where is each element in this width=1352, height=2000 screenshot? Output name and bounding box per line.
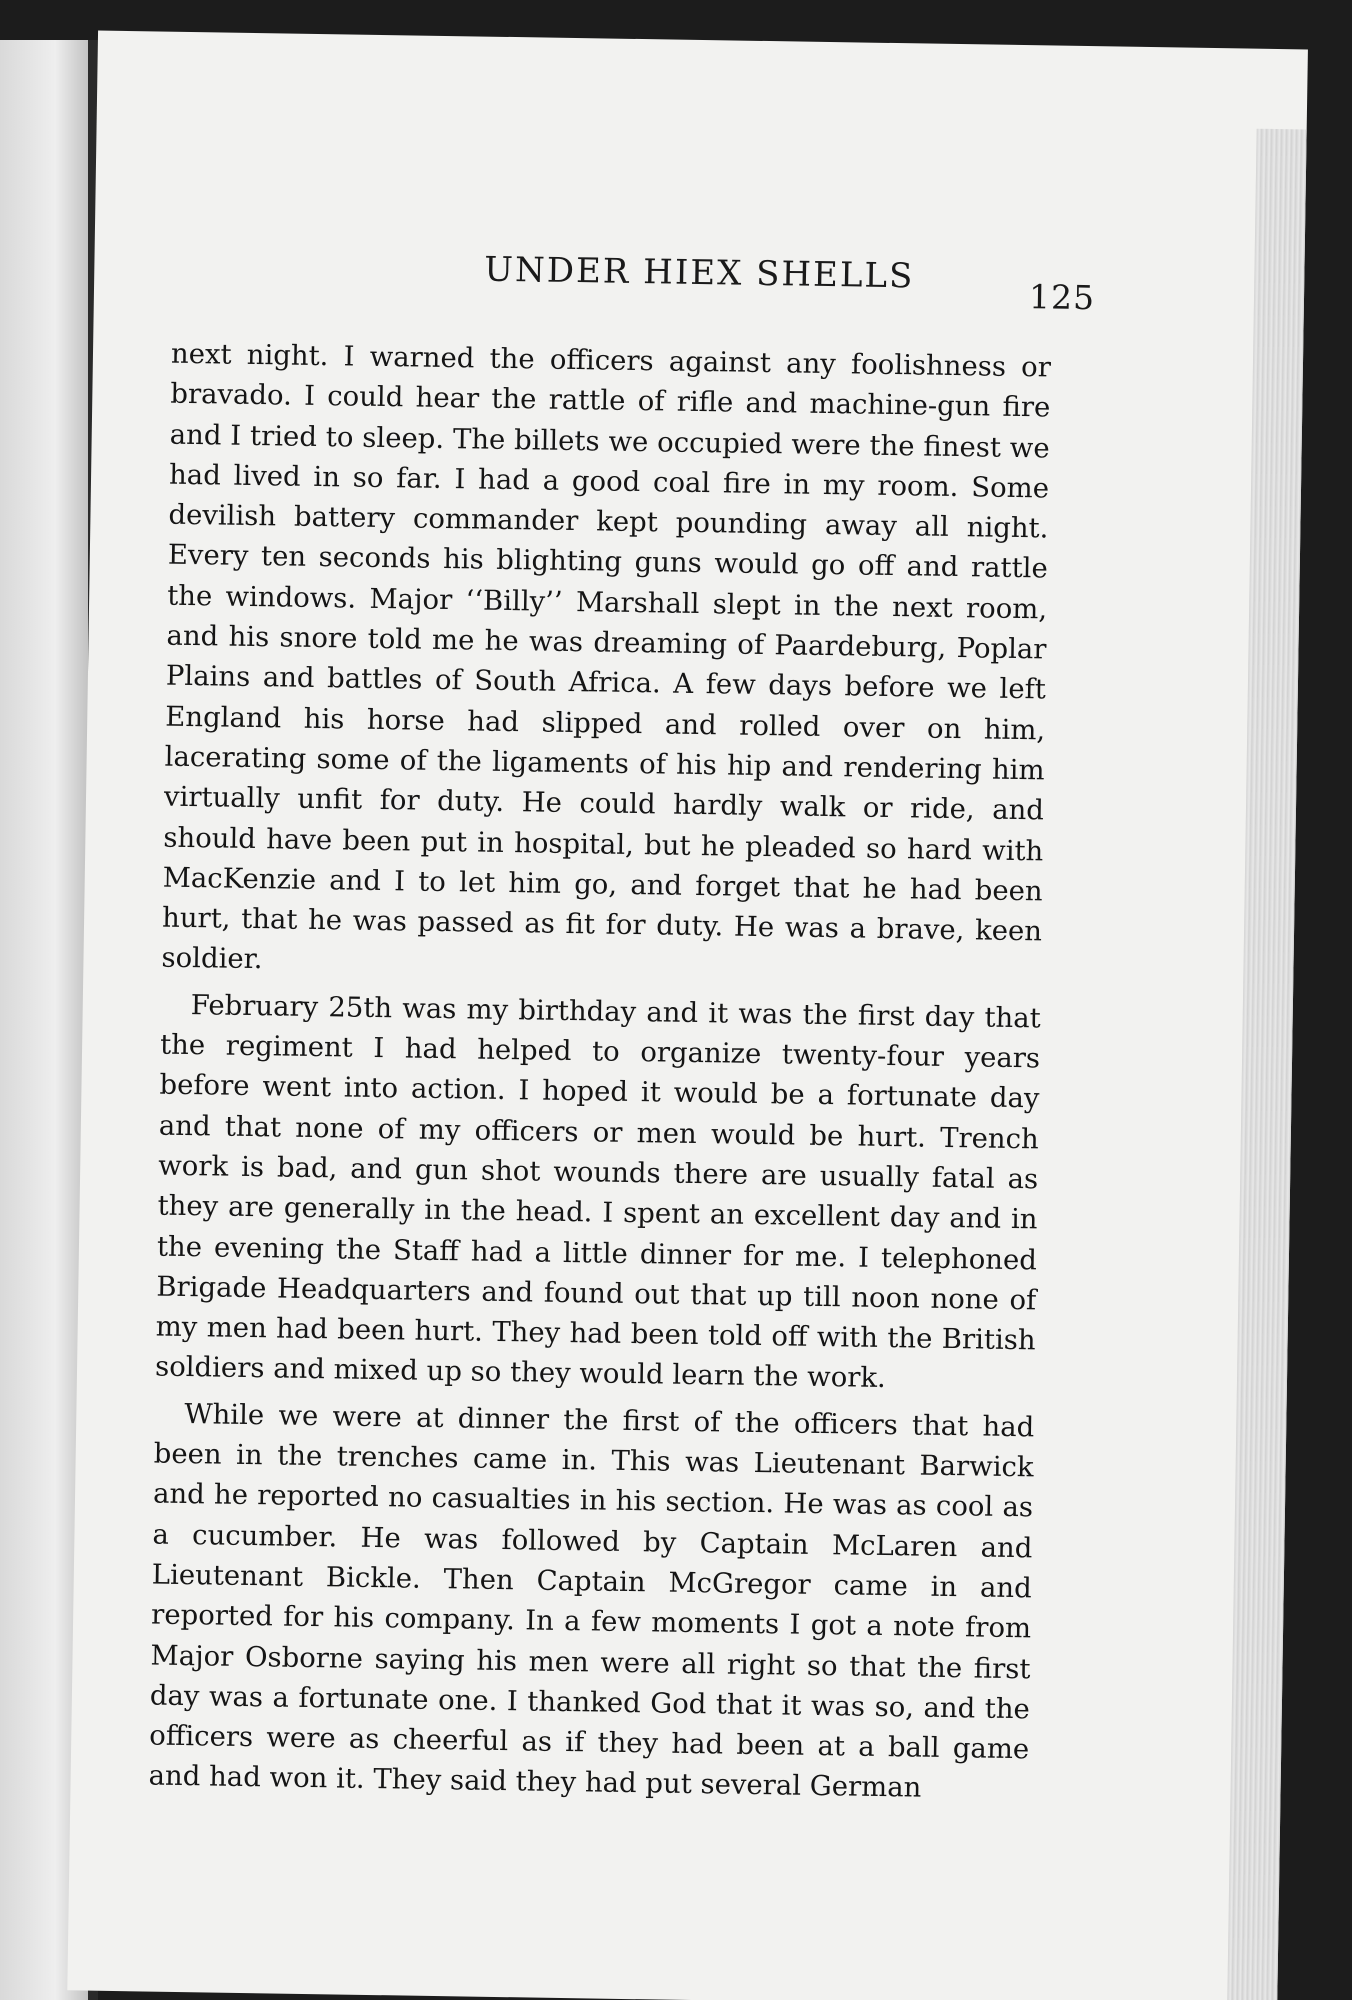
paragraph: next night. I warned the officers against any foolishness or bravado. I could hear the rattle of rifle and machine-gun fire and I tried to sleep. The billets we occupied were the finest we had lived in so far. I had a good coal fire in my room. Some devilish battery commander kept pounding away all night. Every ten seconds his blighting guns would go off and rattle the windows. Major ‘‘Billy’’ Marshall slept in the next room, and his snore told me he was dreaming of Paardeburg, Poplar Plains and battles of South Africa. A few days before we left England his horse had slipped and rolled over on him, lacerating some of the ligaments of his hip and rendering him virtually unfit for duty. He could hardly walk or ride, and should have been put in hospital, but he pleaded so hard with MacKenzie and I to let him go, and forget that he had been hurt, that he was passed as fit for duty. He was a brave, keen soldier. — [161, 337, 1052, 976]
running-head: UNDER HIEX SHELLS — [484, 249, 915, 297]
book-page — [67, 30, 1308, 2000]
body-text — [148, 334, 1051, 1816]
page-number: 125 — [1028, 277, 1096, 318]
paragraph: While we were at dinner the first of the officers that had been in the trenches came in. This was Lieutenant Barwick and he reported no casualties in his section. He was as cool as a cucumber. He was followed by Captain McLaren and Lieutenant Bickle. Then Captain McGregor came in and reported for his company. In a few moments I got a note from Major Osborne saying his men were all right so that the first day was a fortunate one. I thanked God that it was so, and the officers were as cheerful as if they had been at a ball game and had won it. They said they had put several German — [148, 1397, 1035, 1805]
paragraph: February 25th was my birthday and it was the first day that the regiment I had helped to organize twenty-four years before went into action. I hoped it would be a fortunate day and that none of my officers or men would be hurt. Trench work is bad, and gun shot wounds there are usually fatal as they are generally in the head. I spent an excellent day and in the evening the Staff had a little dinner for me. I telephoned Brigade Headquarters and found out that up till noon none of my men had been hurt. They had been told off with the British soldiers and mixed up so they would learn the work. — [154, 988, 1041, 1395]
